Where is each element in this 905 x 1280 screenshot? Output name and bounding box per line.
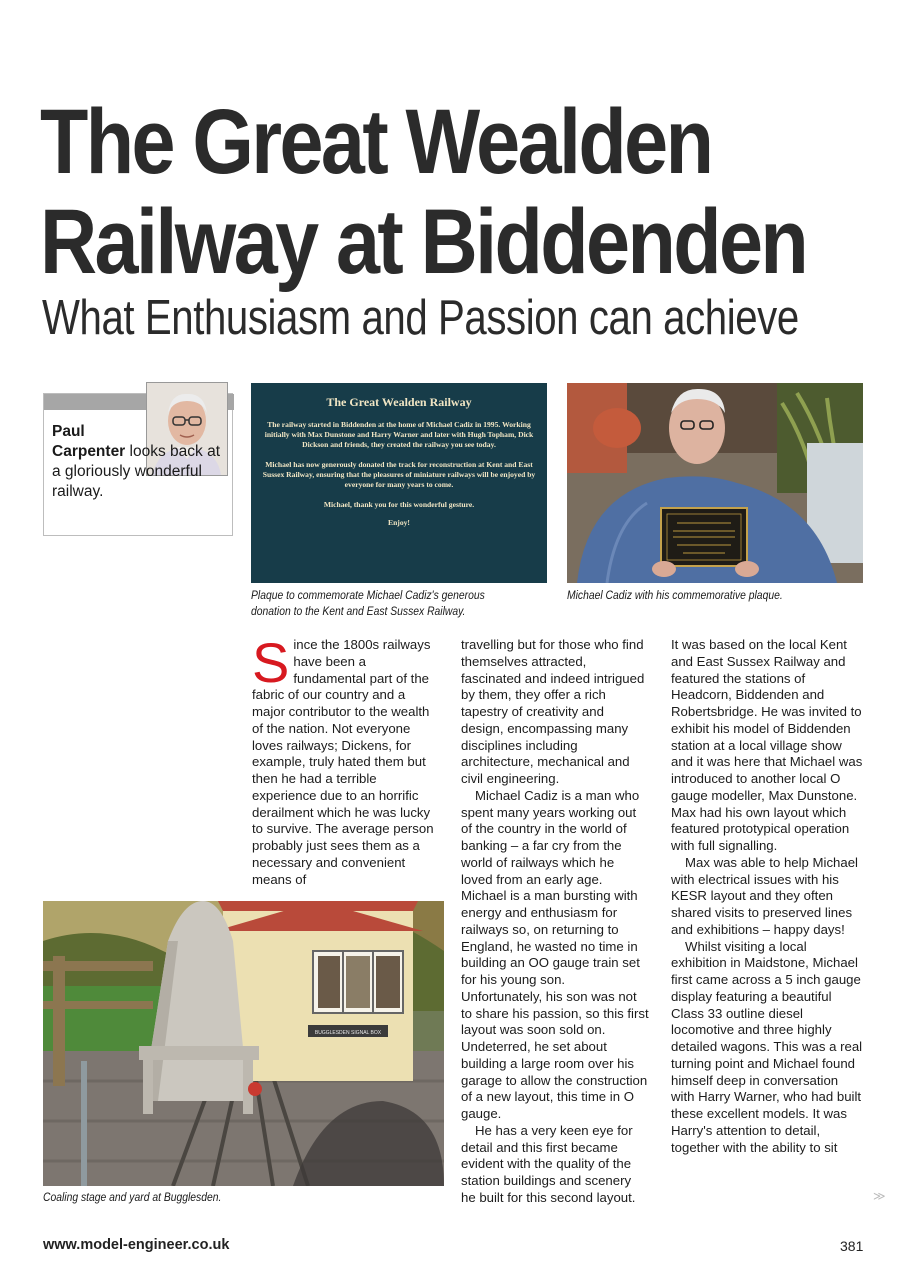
plaque-photo (251, 383, 547, 583)
footer-url[interactable]: www.model-engineer.co.uk (43, 1237, 230, 1253)
article-title (40, 91, 807, 293)
article-column-2 (461, 637, 649, 1207)
signal-box-sign: BUGGLESDEN SIGNAL BOX (314, 1030, 382, 1036)
title-line-2: Railway at Biddenden (40, 191, 807, 293)
author-box (43, 393, 233, 536)
author-first-name: Paul (52, 423, 85, 440)
column-3-para-3: Whilst visiting a local exhibition in Maidstone, Michael first came across a 5 inch gauge display featuring a beautiful Class 33 outline diesel locomotive and three highly detailed wagons. This was a real turning point and Michael found himself deep in conversation with Harry Warner, who had built these excellent models. It was Harry's attention to detail, together with the ability to sit (671, 938, 863, 1155)
plaque-title: The Great Wealden Railway (326, 395, 472, 409)
continue-arrow-icon: ≫ (873, 1189, 883, 1203)
coaling-caption: Coaling stage and yard at Bugglesden. (43, 1192, 222, 1204)
coaling-stage-photo (43, 901, 444, 1186)
article-column-1 (252, 631, 434, 888)
page-number: 381 (840, 1238, 864, 1254)
author-byline (52, 422, 232, 502)
column-3-para-1: It was based on the local Kent and East Sussex Railway and featured the stations of Headcorn, Biddenden and Robertsbridge. He was invited to exhibit his model of Biddenden station at a local village show and it was here that Michael was introduced to another local O gauge modeller, Max Dunstone. Max had his own layout which featured prototypical operation with full signalling. (671, 637, 863, 853)
column-2-para-3: He has a very keen eye for detail and this first became evident with the quality of the station buildings and scenery he built for this second layout. (461, 1122, 636, 1205)
article-subtitle: What Enthusiasm and Passion can achieve (42, 291, 799, 345)
plaque-para-1: The railway started in Biddenden at the home of Michael Cadiz in 1995. Working initially with Max Dunstone and Harry Warner and later with Hugh Topham, Dick Dickson and friends, they created the railway you see today. (264, 420, 534, 449)
title-line-1: The Great Wealden (40, 91, 712, 193)
column-3-para-2: Max was able to help Michael with electrical issues with his KESR layout and they often shared visits to preserved lines and exhibitions – happy days! (671, 854, 858, 937)
column-2-para-2: Michael Cadiz is a man who spent many years working out of the country in the world of banking – a far cry from the world of railways which he loved from an early age. Michael is a man bursting with energy and enthusiasm for railways so, on returning to England, he wasted no time in building an OO gauge train set for his young son. Unfortunately, his son was not to share his passion, so this first layout was soon sold on. Undeterred, he set about building a large room over his garage to allow the construction of a new layout, this time in O gauge. (461, 787, 649, 1121)
plaque-para-4: Enjoy! (388, 518, 410, 527)
author-blurb: looks back at a gloriously wonderful railway. (52, 443, 220, 500)
plaque-para-2: Michael has now generously donated the track for reconstruction at Kent and East Sussex Railway, ensuring that the pleasures of miniature railways will be enjoyed by everyone for many years to come. (262, 460, 536, 489)
drop-cap: S (252, 631, 290, 694)
author-last-name: Carpenter (52, 443, 126, 460)
portrait-photo (567, 383, 863, 583)
article-column-3 (671, 637, 865, 1156)
portrait-caption: Michael Cadiz with his commemorative plaque. (567, 590, 783, 602)
plaque-caption: Plaque to commemorate Michael Cadiz's generous donation to the Kent and East Sussex Railway. (251, 590, 485, 618)
column-1-text: ince the 1800s railways have been a fundamental part of the fabric of our country and a major contributor to the wealth of the nation. Not everyone loves railways; Dickens, for example, truly hated them but then he had a terrible experience due to an horrific derailment which he was lucky to survive. The average person probably just sees them as a necessary and convenient means of (252, 637, 434, 887)
column-2-para-1: travelling but for those who find themselves attracted, fascinated and indeed intrigued by them, they offer a rich tapestry of creativity and design, encompassing many disciplines including architecture, mechanical and civil engineering. (461, 637, 645, 786)
plaque-para-3: Michael, thank you for this wonderful gesture. (323, 500, 475, 509)
